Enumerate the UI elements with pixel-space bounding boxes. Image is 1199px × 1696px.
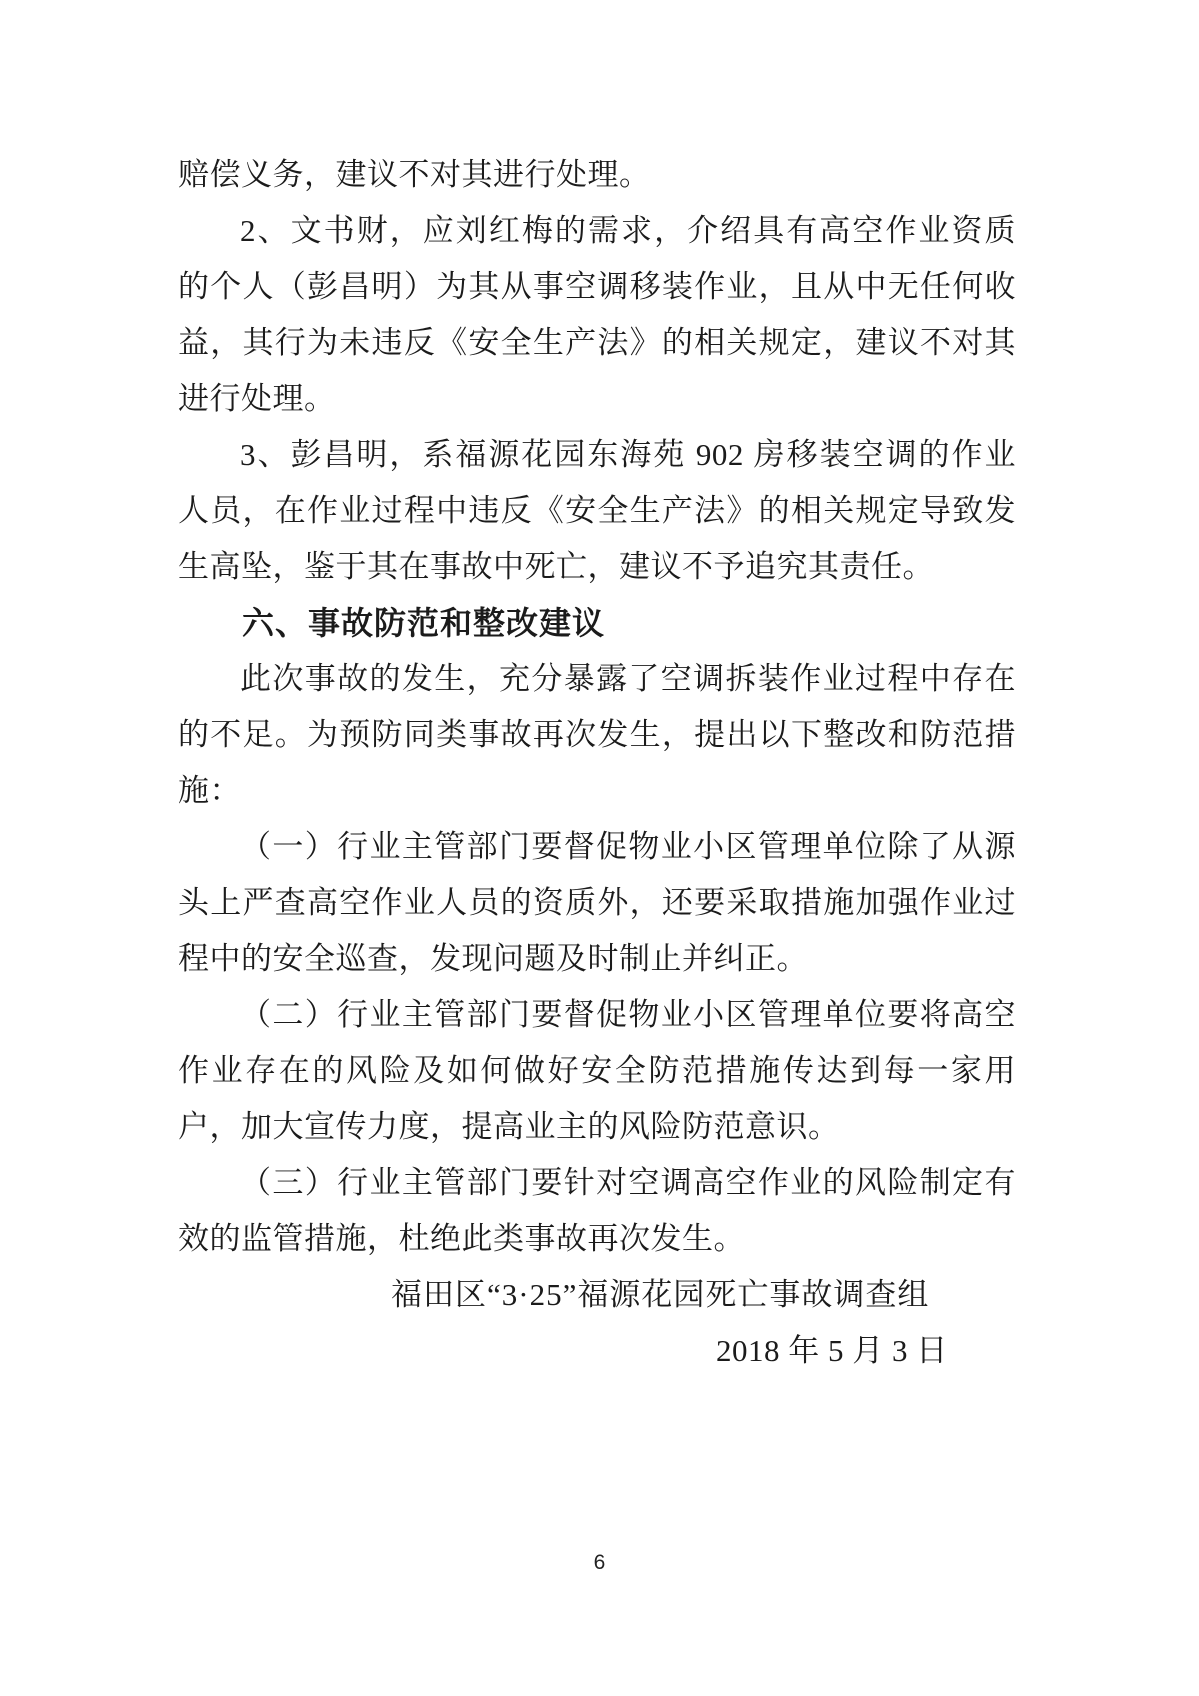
text-line: 程中的安全巡查，发现问题及时制止并纠正。 bbox=[178, 941, 808, 976]
document-body bbox=[178, 147, 1016, 1379]
text-line: 效的监管措施，杜绝此类事故再次发生。 bbox=[178, 1221, 745, 1256]
text-line: 户，加大宣传力度，提高业主的风险防范意识。 bbox=[178, 1109, 840, 1144]
text-line: 生高坠，鉴于其在事故中死亡，建议不予追究其责任。 bbox=[178, 549, 934, 584]
text-line: （三）行业主管部门要针对空调高空作业的风险制定有 bbox=[240, 1165, 1016, 1200]
text-line: 进行处理。 bbox=[178, 381, 336, 416]
text-line: 人员，在作业过程中违反《安全生产法》的相关规定导致发 bbox=[178, 493, 1016, 528]
text-line: 的个人（彭昌明）为其从事空调移装作业，且从中无任何收 bbox=[178, 269, 1016, 304]
section-heading: 六、事故防范和整改建议 bbox=[242, 605, 606, 641]
page-number: 6 bbox=[593, 1551, 606, 1574]
text-line: 2、文书财，应刘红梅的需求，介绍具有高空作业资质 bbox=[240, 213, 1016, 248]
text-line: 益，其行为未违反《安全生产法》的相关规定，建议不对其 bbox=[178, 325, 1016, 360]
text-line: 此次事故的发生，充分暴露了空调拆装作业过程中存在 bbox=[240, 661, 1016, 696]
text-line: （一）行业主管部门要督促物业小区管理单位除了从源 bbox=[240, 829, 1016, 864]
text-line: 作业存在的风险及如何做好安全防范措施传达到每一家用 bbox=[178, 1053, 1016, 1088]
text-line: （二）行业主管部门要督促物业小区管理单位要将高空 bbox=[240, 997, 1016, 1032]
text-line: 头上严查高空作业人员的资质外，还要采取措施加强作业过 bbox=[178, 885, 1016, 920]
text-line: 施： bbox=[178, 773, 241, 808]
date-line: 2018 年 5 月 3 日 bbox=[716, 1333, 948, 1368]
text-line: 的不足。为预防同类事故再次发生，提出以下整改和防范措 bbox=[178, 717, 1016, 752]
text-line: 赔偿义务，建议不对其进行处理。 bbox=[178, 157, 651, 192]
signature-line: 福田区“3·25”福源花园死亡事故调查组 bbox=[391, 1277, 930, 1312]
text-line: 3、彭昌明，系福源花园东海苑 902 房移装空调的作业 bbox=[240, 437, 1016, 472]
